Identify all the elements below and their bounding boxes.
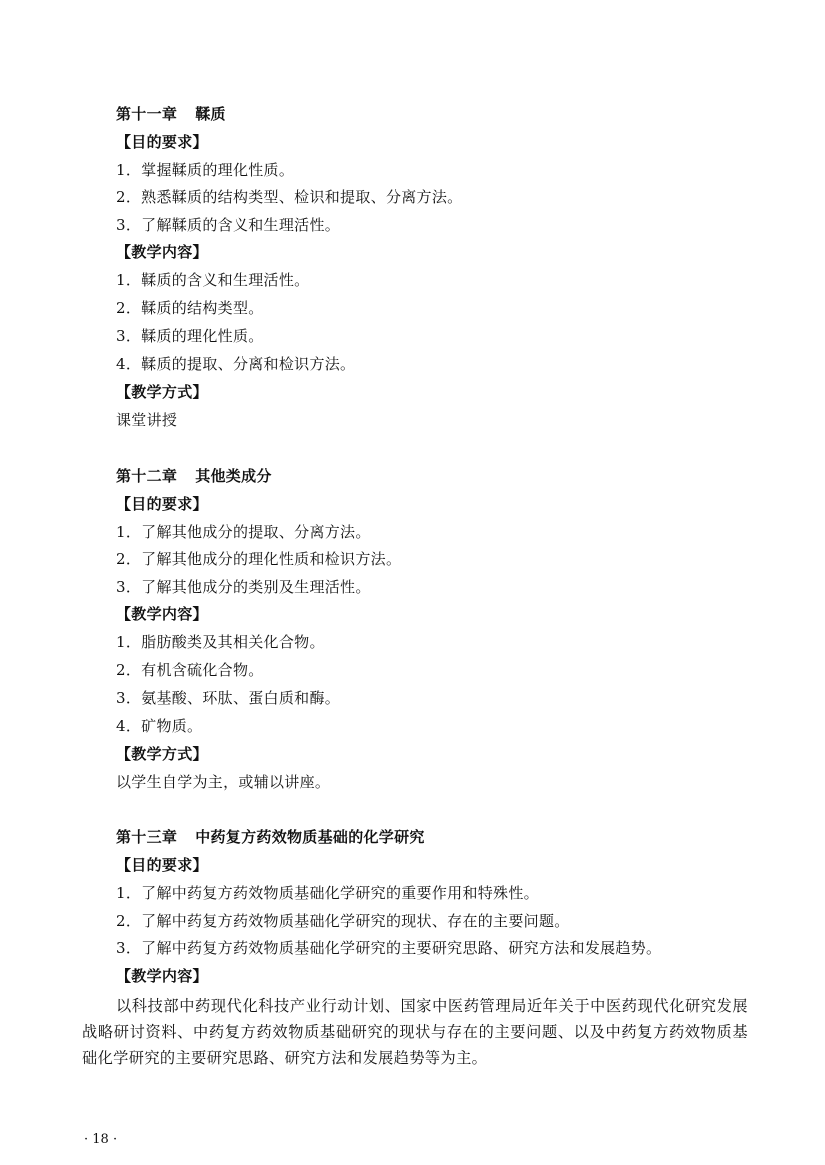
- list-item: 2．鞣质的结构类型。: [116, 299, 264, 317]
- list-item: 2．了解中药复方药效物质基础化学研究的现状、存在的主要问题。: [116, 912, 570, 930]
- list-item: 2．有机含硫化合物。: [116, 661, 264, 679]
- list-item: 4．矿物质。: [116, 717, 203, 735]
- chapter-name: 其他类成分: [195, 467, 272, 485]
- chapter-title: [116, 104, 226, 124]
- section-heading: 【教学方式】: [116, 745, 208, 763]
- section-heading: 【教学方式】: [116, 383, 208, 401]
- list-item: 2．了解其他成分的理化性质和检识方法。: [116, 550, 402, 568]
- list-item: 3．了解鞣质的含义和生理活性。: [116, 216, 341, 234]
- section-heading: 【目的要求】: [116, 856, 208, 874]
- chapter-name: 中药复方药效物质基础的化学研究: [195, 828, 425, 846]
- body-paragraph: 以科技部中药现代化科技产业行动计划、国家中医药管理局近年关于中医药现代化研究发展战略研讨资料、中药复方药效物质基础研究的现状与存在的主要问题、以及中药复方药效物质基础化学研究的主要研究思路、研究方法和发展趋势等为主。: [82, 997, 748, 1067]
- page-number: · 18 ·: [84, 1132, 118, 1147]
- list-item: 3．了解其他成分的类别及生理活性。: [116, 578, 371, 596]
- list-item: 3．氨基酸、环肽、蛋白质和酶。: [116, 689, 341, 707]
- section-heading: 【教学内容】: [116, 605, 208, 623]
- section-heading: 【教学内容】: [116, 243, 208, 261]
- chapter-title: [116, 466, 272, 486]
- chapter-number: 第十三章: [116, 828, 178, 846]
- chapter-title: [116, 827, 425, 847]
- section-heading: 【目的要求】: [116, 495, 208, 513]
- section-heading: 【教学内容】: [116, 967, 208, 985]
- list-item: 3．了解中药复方药效物质基础化学研究的主要研究思路、研究方法和发展趋势。: [116, 939, 662, 957]
- list-item: 1．掌握鞣质的理化性质。: [116, 161, 295, 179]
- chapter-number: 第十一章: [116, 105, 178, 123]
- list-item: 以学生自学为主，或辅以讲座。: [116, 773, 331, 791]
- chapter-name: 鞣质: [195, 105, 226, 123]
- list-item: 3．鞣质的理化性质。: [116, 327, 264, 345]
- section-heading: 【目的要求】: [116, 133, 208, 151]
- list-item: 1．脂肪酸类及其相关化合物。: [116, 633, 325, 651]
- list-item: 2．熟悉鞣质的结构类型、检识和提取、分离方法。: [116, 188, 463, 206]
- list-item: 1．了解中药复方药效物质基础化学研究的重要作用和特殊性。: [116, 884, 539, 902]
- chapter-number: 第十二章: [116, 467, 178, 485]
- list-item: 4．鞣质的提取、分离和检识方法。: [116, 355, 356, 373]
- list-item: 课堂讲授: [116, 411, 178, 429]
- list-item: 1．了解其他成分的提取、分离方法。: [116, 523, 371, 541]
- list-item: 1．鞣质的含义和生理活性。: [116, 271, 310, 289]
